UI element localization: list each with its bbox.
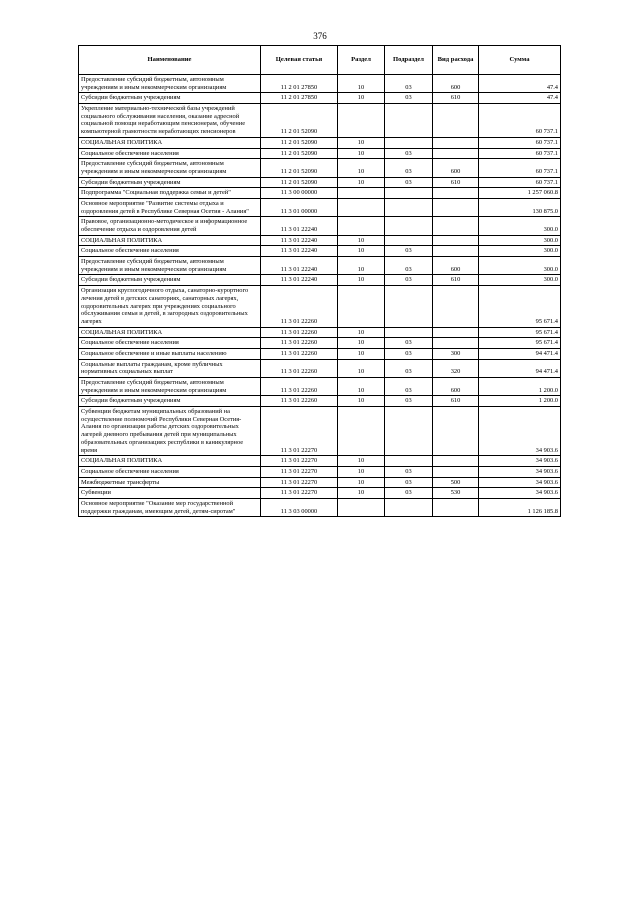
cell-amount: 95 671.4 (479, 327, 561, 338)
cell-subsection: 03 (385, 275, 433, 286)
table-row (79, 477, 561, 488)
cell-section: 10 (338, 75, 385, 93)
cell-subsection: 03 (385, 148, 433, 159)
cell-expense-type: 600 (433, 159, 479, 177)
cell-subsection (385, 217, 433, 235)
cell-amount: 34 903.6 (479, 407, 561, 456)
table-row (79, 104, 561, 138)
cell-amount: 34 903.6 (479, 488, 561, 499)
cell-amount: 1 200.0 (479, 396, 561, 407)
cell-code: 11 2 01 52090 (261, 104, 338, 138)
cell-section (338, 198, 385, 216)
cell-section: 10 (338, 275, 385, 286)
cell-subsection: 03 (385, 396, 433, 407)
cell-amount: 60 737.1 (479, 137, 561, 148)
cell-section: 10 (338, 159, 385, 177)
table-row (79, 75, 561, 93)
table-row (79, 348, 561, 359)
cell-name: Социальное обеспечение населения (79, 338, 261, 349)
cell-name: Подпрограмма "Социальная поддержка семьи и детей" (79, 188, 261, 199)
header-code: Целевая статья (261, 46, 338, 75)
cell-code: 11 3 01 22270 (261, 488, 338, 499)
cell-code: 11 3 01 22260 (261, 396, 338, 407)
cell-section (338, 188, 385, 199)
table-row (79, 198, 561, 216)
cell-subsection (385, 498, 433, 516)
cell-expense-type (433, 104, 479, 138)
cell-expense-type: 600 (433, 75, 479, 93)
cell-code: 11 2 01 52090 (261, 148, 338, 159)
cell-code: 11 3 01 22260 (261, 359, 338, 377)
cell-code: 11 3 01 22270 (261, 466, 338, 477)
cell-subsection: 03 (385, 466, 433, 477)
cell-amount: 60 737.1 (479, 148, 561, 159)
cell-name: Основное мероприятие "Развитие системы отдыха и оздоровления детей в Республике Северная Осетия - Алания" (79, 198, 261, 216)
table-row (79, 159, 561, 177)
table-row (79, 177, 561, 188)
cell-section: 10 (338, 235, 385, 246)
cell-expense-type (433, 286, 479, 327)
table-row (79, 466, 561, 477)
cell-expense-type (433, 137, 479, 148)
cell-code: 11 3 01 22240 (261, 217, 338, 235)
cell-section: 10 (338, 396, 385, 407)
cell-section (338, 498, 385, 516)
cell-code: 11 3 01 22260 (261, 348, 338, 359)
cell-section: 10 (338, 246, 385, 257)
cell-name: Субсидии бюджетным учреждениям (79, 396, 261, 407)
cell-section (338, 217, 385, 235)
table-row (79, 396, 561, 407)
cell-amount: 300.0 (479, 257, 561, 275)
cell-subsection: 03 (385, 257, 433, 275)
table-row (79, 286, 561, 327)
cell-expense-type (433, 407, 479, 456)
cell-name: СОЦИАЛЬНАЯ ПОЛИТИКА (79, 235, 261, 246)
cell-subsection: 03 (385, 338, 433, 349)
cell-name: Организация круглогодичного отдыха, санаторно-курортного лечения детей в детских санаториях, санаторных лагерях, оздоровительных лагерях при учреждениях социального обслуживания семьи и детей, в загородных оздоровительных лагерях (79, 286, 261, 327)
cell-subsection (385, 286, 433, 327)
table-row (79, 327, 561, 338)
cell-code: 11 3 01 22240 (261, 246, 338, 257)
cell-name: СОЦИАЛЬНАЯ ПОЛИТИКА (79, 137, 261, 148)
table-row (79, 456, 561, 467)
table-row (79, 275, 561, 286)
cell-amount: 47.4 (479, 75, 561, 93)
cell-code: 11 3 03 00000 (261, 498, 338, 516)
cell-amount: 60 737.1 (479, 177, 561, 188)
cell-code: 11 2 01 52090 (261, 177, 338, 188)
cell-section: 10 (338, 338, 385, 349)
table-row (79, 93, 561, 104)
header-amount: Сумма (479, 46, 561, 75)
cell-section: 10 (338, 257, 385, 275)
cell-expense-type (433, 198, 479, 216)
cell-amount: 60 737.1 (479, 104, 561, 138)
cell-expense-type: 530 (433, 488, 479, 499)
cell-subsection: 03 (385, 488, 433, 499)
cell-expense-type (433, 188, 479, 199)
cell-subsection (385, 327, 433, 338)
cell-name: Правовое, организационно-методическое и информационное обеспечение отдыха и оздоровления детей (79, 217, 261, 235)
cell-subsection: 03 (385, 93, 433, 104)
cell-expense-type (433, 338, 479, 349)
table-row (79, 498, 561, 516)
table-row (79, 257, 561, 275)
cell-name: Социальное обеспечение населения (79, 148, 261, 159)
cell-subsection (385, 456, 433, 467)
table-row (79, 359, 561, 377)
cell-expense-type (433, 235, 479, 246)
header-row (79, 46, 561, 75)
cell-amount: 95 671.4 (479, 338, 561, 349)
table-row (79, 137, 561, 148)
cell-expense-type (433, 148, 479, 159)
cell-expense-type (433, 246, 479, 257)
cell-name: Субсидии бюджетным учреждениям (79, 275, 261, 286)
cell-subsection (385, 198, 433, 216)
cell-code: 11 2 01 27850 (261, 75, 338, 93)
cell-amount: 94 471.4 (479, 348, 561, 359)
cell-code: 11 3 01 22260 (261, 338, 338, 349)
cell-amount: 130 875.0 (479, 198, 561, 216)
budget-table (78, 45, 561, 517)
table-row (79, 188, 561, 199)
cell-name: Предоставление субсидий бюджетным, автономным учреждениям и иным некоммерческим организациям (79, 378, 261, 396)
cell-amount: 300.0 (479, 217, 561, 235)
cell-expense-type: 320 (433, 359, 479, 377)
cell-section: 10 (338, 177, 385, 188)
cell-name: Укрепление материально-технической базы учреждений социального обслуживания населения, оказание адресной социальной помощи неработающим пенсионерам, обучение компьютерной грамотности неработающих пенсионеров (79, 104, 261, 138)
header-name: Наименование (79, 46, 261, 75)
cell-expense-type: 610 (433, 396, 479, 407)
cell-name: Предоставление субсидий бюджетным, автономным учреждениям и иным некоммерческим организациям (79, 75, 261, 93)
cell-code: 11 3 00 00000 (261, 188, 338, 199)
page-number: 376 (313, 31, 327, 41)
cell-expense-type (433, 327, 479, 338)
cell-section (338, 104, 385, 138)
cell-expense-type: 610 (433, 275, 479, 286)
cell-code: 11 2 01 27850 (261, 93, 338, 104)
cell-name: Субсидии бюджетным учреждениям (79, 177, 261, 188)
table-header (79, 46, 561, 75)
cell-code: 11 2 01 52090 (261, 159, 338, 177)
cell-amount: 94 471.4 (479, 359, 561, 377)
cell-name: Социальное обеспечение населения (79, 246, 261, 257)
cell-code: 11 3 01 22270 (261, 407, 338, 456)
cell-amount: 60 737.1 (479, 159, 561, 177)
cell-expense-type: 300 (433, 348, 479, 359)
cell-name: СОЦИАЛЬНАЯ ПОЛИТИКА (79, 327, 261, 338)
cell-section: 10 (338, 93, 385, 104)
cell-section: 10 (338, 488, 385, 499)
cell-section: 10 (338, 477, 385, 488)
table-body (79, 75, 561, 517)
cell-code: 11 3 01 22270 (261, 477, 338, 488)
header-section: Раздел (338, 46, 385, 75)
cell-expense-type: 600 (433, 257, 479, 275)
cell-subsection: 03 (385, 75, 433, 93)
cell-code: 11 2 01 52090 (261, 137, 338, 148)
cell-code: 11 3 01 22260 (261, 286, 338, 327)
cell-section (338, 286, 385, 327)
table-row (79, 407, 561, 456)
cell-expense-type: 610 (433, 177, 479, 188)
cell-name: Субвенции бюджетам муниципальных образований на осуществление полномочий Республики Северная Осетия-Алания по организации работы детских оздоровительных лагерей дневного пребывания детей при муниципальных образовательных организациях республики в каникулярное время (79, 407, 261, 456)
cell-section: 10 (338, 137, 385, 148)
cell-section: 10 (338, 359, 385, 377)
table-row (79, 378, 561, 396)
cell-expense-type (433, 217, 479, 235)
cell-section: 10 (338, 378, 385, 396)
cell-name: Социальное обеспечение населения (79, 466, 261, 477)
cell-subsection (385, 137, 433, 148)
cell-amount: 1 200.0 (479, 378, 561, 396)
cell-amount: 47.4 (479, 93, 561, 104)
cell-section: 10 (338, 148, 385, 159)
cell-section: 10 (338, 348, 385, 359)
table-row (79, 338, 561, 349)
cell-subsection: 03 (385, 246, 433, 257)
cell-section: 10 (338, 456, 385, 467)
cell-code: 11 3 01 00000 (261, 198, 338, 216)
table-row (79, 246, 561, 257)
cell-name: СОЦИАЛЬНАЯ ПОЛИТИКА (79, 456, 261, 467)
cell-subsection: 03 (385, 378, 433, 396)
cell-amount: 300.0 (479, 275, 561, 286)
cell-name: Социальное обеспечение и иные выплаты населению (79, 348, 261, 359)
cell-expense-type (433, 456, 479, 467)
cell-subsection: 03 (385, 359, 433, 377)
cell-subsection (385, 188, 433, 199)
cell-code: 11 3 01 22270 (261, 456, 338, 467)
cell-amount: 300.0 (479, 235, 561, 246)
cell-subsection (385, 104, 433, 138)
cell-amount: 1 126 185.8 (479, 498, 561, 516)
cell-expense-type: 600 (433, 378, 479, 396)
cell-amount: 95 671.4 (479, 286, 561, 327)
cell-subsection: 03 (385, 159, 433, 177)
cell-expense-type (433, 466, 479, 477)
cell-code: 11 3 01 22240 (261, 257, 338, 275)
cell-section: 10 (338, 327, 385, 338)
table-row (79, 148, 561, 159)
cell-amount: 34 903.6 (479, 466, 561, 477)
cell-name: Предоставление субсидий бюджетным, автономным учреждениям и иным некоммерческим организациям (79, 159, 261, 177)
cell-subsection (385, 235, 433, 246)
cell-code: 11 3 01 22260 (261, 327, 338, 338)
cell-code: 11 3 01 22240 (261, 235, 338, 246)
cell-amount: 300.0 (479, 246, 561, 257)
cell-subsection: 03 (385, 477, 433, 488)
cell-expense-type: 500 (433, 477, 479, 488)
table-row (79, 217, 561, 235)
cell-name: Основное мероприятие "Оказание мер государственной поддержки гражданам, имеющим детей, детям-сиротам" (79, 498, 261, 516)
cell-amount: 34 903.6 (479, 456, 561, 467)
cell-code: 11 3 01 22260 (261, 378, 338, 396)
cell-name: Межбюджетные трансферты (79, 477, 261, 488)
cell-name: Социальные выплаты гражданам, кроме публичных нормативных социальных выплат (79, 359, 261, 377)
cell-name: Субвенции (79, 488, 261, 499)
header-expense-type: Вид расхода (433, 46, 479, 75)
cell-name: Предоставление субсидий бюджетным, автономным учреждениям и иным некоммерческим организациям (79, 257, 261, 275)
cell-amount: 34 903.6 (479, 477, 561, 488)
cell-expense-type (433, 498, 479, 516)
cell-expense-type: 610 (433, 93, 479, 104)
cell-amount: 1 257 060.8 (479, 188, 561, 199)
header-subsection: Подраздел (385, 46, 433, 75)
cell-section (338, 407, 385, 456)
cell-name: Субсидии бюджетным учреждениям (79, 93, 261, 104)
cell-code: 11 3 01 22240 (261, 275, 338, 286)
cell-subsection (385, 407, 433, 456)
cell-subsection: 03 (385, 177, 433, 188)
cell-section: 10 (338, 466, 385, 477)
table-row (79, 488, 561, 499)
table-row (79, 235, 561, 246)
cell-subsection: 03 (385, 348, 433, 359)
